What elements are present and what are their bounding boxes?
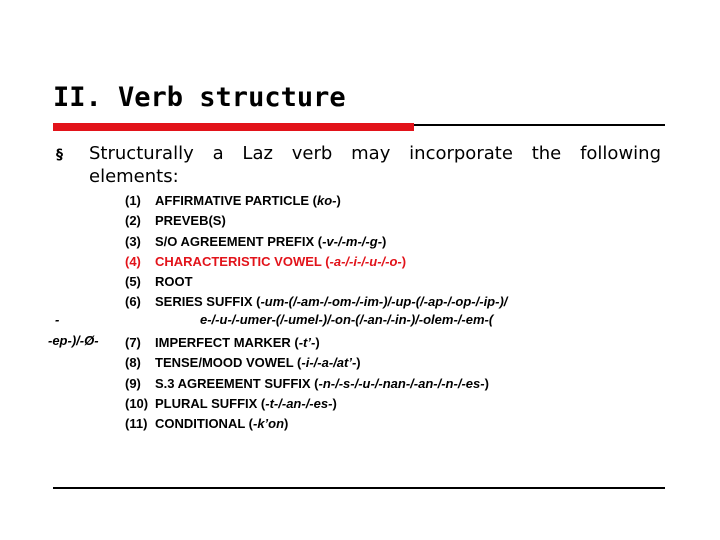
item-text: CONDITIONAL (-k’on) — [155, 416, 289, 432]
item-number: (5) — [125, 274, 141, 290]
item-number: (10) — [125, 395, 149, 411]
item-number: (6) — [125, 294, 141, 310]
item-text: CHARACTERISTIC VOWEL (-a-/-i-/-u-/-o-) — [155, 253, 407, 269]
item-number: (7) — [125, 335, 141, 351]
item-text: S.3 AGREEMENT SUFFIX (-n-/-s-/-u-/-nan-/-an-/-n-/-es-) — [155, 375, 489, 391]
item-text: TENSE/MOOD VOWEL (-i-/-a-/at’-) — [155, 355, 361, 371]
footer-rule — [53, 487, 665, 489]
slide-title: II. Verb structure — [53, 82, 346, 113]
item-text: S/O AGREEMENT PREFIX (-v-/-m-/-g-) — [155, 233, 387, 249]
item-text: IMPERFECT MARKER (-t’-) — [155, 335, 320, 351]
item-number: (3) — [125, 233, 141, 249]
title-accent-bar — [53, 123, 414, 131]
item-number: (4) — [125, 253, 141, 269]
item-text: PREVEB(S) — [155, 213, 226, 229]
continuation-lead: - — [55, 312, 60, 327]
item-number: (8) — [125, 355, 141, 371]
item-number: (9) — [125, 375, 141, 391]
continuation-line: e-/-u-/-umer-(/-umel-)/-on-(/-an-/-in-)/-olem-/-em-( — [200, 312, 494, 327]
item-number: (2) — [125, 213, 141, 229]
item-number: (1) — [125, 193, 141, 208]
bullet-marker: § — [56, 147, 63, 163]
item-text: AFFIRMATIVE PARTICLE (ko-) — [155, 193, 341, 208]
item-text: PLURAL SUFFIX (-t-/-an-/-es-) — [155, 395, 337, 411]
intro-text: Structurally a Laz verb may incorporate the following elements: — [89, 143, 661, 187]
item-number: (11) — [125, 416, 148, 432]
item-text: SERIES SUFFIX (-um-(/-am-/-om-/-im-)/-up-(/-ap-/-op-/-ip-)/ — [155, 294, 508, 310]
continuation-tail: -ep-)/-Ø- — [48, 333, 99, 348]
item-text: ROOT — [155, 274, 193, 290]
